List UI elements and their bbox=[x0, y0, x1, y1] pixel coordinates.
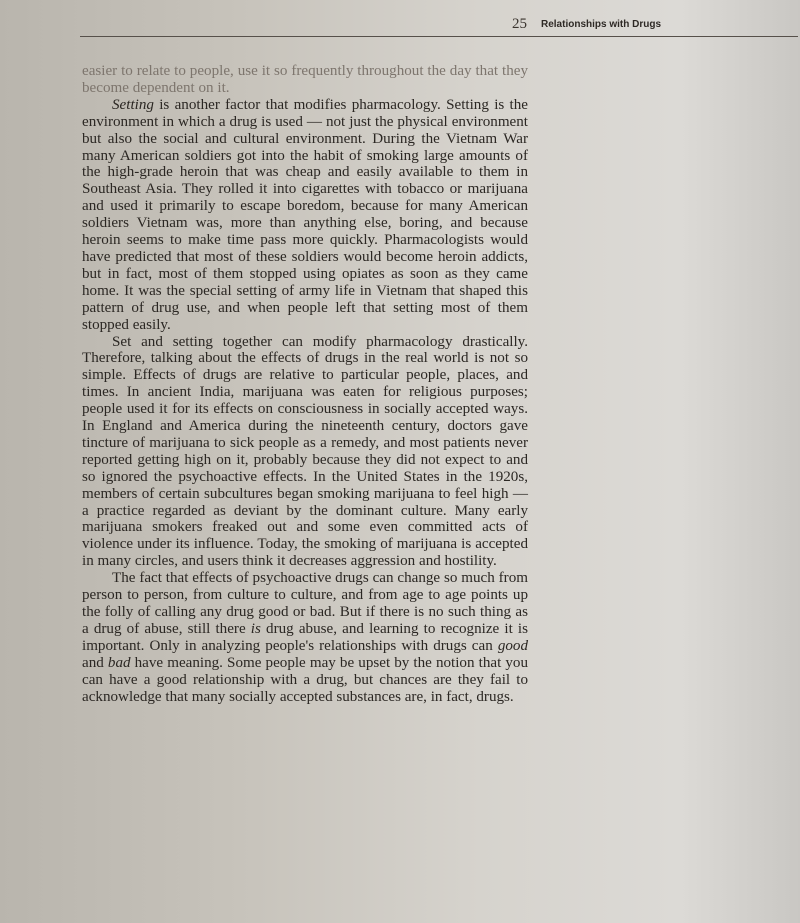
paragraph-setting-text: is another factor that modifies pharmacology. Setting is the environment in which a drug is used — not just the physical environment but also the social and cultural environment. During the Vietnam War many American soldiers got into the habit of smoking large amounts of the high-grade heroin that was cheap and easily available to them in Southeast Asia. They rolled it into cigarettes with tobacco or marijuana and used it primarily to escape boredom, because for many American soldiers Vietnam was, more than anything else, boring, and because heroin seems to make time pass more quickly. Pharmacologists would have predicted that most of these soldiers would become heroin addicts, but in fact, most of them stopped using opiates as soon as they came home. It was the special setting of army life in Vietnam that shaped this pattern of drug use, and when people left that setting most of them stopped easily. bbox=[82, 96, 528, 333]
emphasis-good: good bbox=[497, 637, 528, 654]
text-run: drug abuse, and learning to recognize it is important. Only in analyzing people's relationships with drugs can bbox=[82, 620, 528, 654]
paragraph-setting bbox=[82, 97, 528, 334]
running-head: Relationships with Drugs bbox=[541, 19, 662, 30]
page-number: 25 bbox=[512, 16, 527, 32]
setting-term: Setting bbox=[112, 96, 154, 113]
page-header bbox=[80, 14, 720, 36]
paragraph-drug-abuse bbox=[82, 570, 528, 705]
body-text bbox=[82, 63, 528, 705]
emphasis-is: is bbox=[250, 620, 261, 637]
text-run: The fact that effects of psychoactive drugs can change so much from person to person, from culture to culture, and from age to age points up the folly of calling any drug good or bad. But if there is no such thing as a drug of abuse, still there bbox=[82, 570, 528, 637]
text-run: and bbox=[82, 654, 108, 671]
header-rule bbox=[80, 36, 798, 37]
text-run: have meaning. Some people may be upset by the notion that you can have a good relationship with a drug, but chances are they fail to acknowledge that many socially accepted substances are, in fact, drugs. bbox=[82, 654, 528, 705]
emphasis-bad: bad bbox=[107, 654, 131, 671]
paragraph-continued: easier to relate to people, use it so frequently throughout the day that they become dependent on it. bbox=[82, 63, 528, 96]
paragraph-set-and-setting: Set and setting together can modify pharmacology drastically. Therefore, talking about the effects of drugs in the real world is not so simple. Effects of drugs are relative to particular people, places, and times. In ancient India, marijuana was eaten for religious purposes; people used it for its effects on consciousness in socially accepted ways. In England and America during the nineteenth century, doctors gave tincture of marijuana to sick people as a remedy, and most patients never reported getting high on it, probably because they did not expect to and so ignored the psychoactive effects. In the United States in the 1920s, members of certain subcultures began smoking marijuana to feel high — a practice regarded as deviant by the dominant culture. Many early marijuana smokers freaked out and some even committed acts of violence under its influence. Today, the smoking of marijuana is accepted in many circles, and users think it decreases aggression and hostility. bbox=[82, 333, 528, 570]
